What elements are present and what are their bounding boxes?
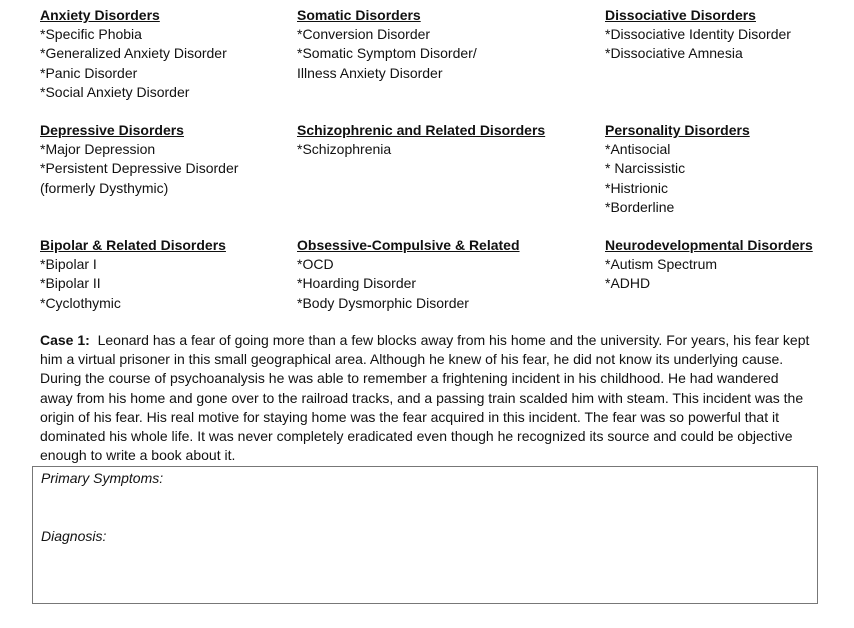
category-item: *Dissociative Identity Disorder bbox=[605, 26, 791, 43]
diagnosis-label: Diagnosis: bbox=[41, 528, 107, 544]
category-title: Depressive Disorders bbox=[40, 122, 184, 138]
category-schizophrenic bbox=[297, 121, 597, 159]
category-item: *Bipolar II bbox=[40, 275, 101, 292]
category-neurodevelopmental bbox=[605, 236, 845, 294]
category-item: *Cyclothymic bbox=[40, 294, 121, 311]
category-item: * Narcissistic bbox=[605, 160, 686, 177]
category-item: *Conversion Disorder bbox=[297, 26, 431, 43]
category-item: *Somatic Symptom Disorder/ bbox=[297, 45, 477, 62]
category-item: (formerly Dysthymic) bbox=[40, 179, 169, 196]
category-item: *Schizophrenia bbox=[297, 141, 392, 158]
case-text: Leonard has a fear of going more than a few blocks away from his home and the university. For years, his fear kept him a virtual prisoner in this small geographical area. Although he knew of his fear, he did not know its underlying cause. During the course of psychoanalysis he was able to remember a frightening incident in his childhood. He had wandered away from his home and gone over to the railroad tracks, and a passing train scalded him with steam. This incident was the origin of his fear. His real motive for staying home was the fear acquired in this incident. The fear was so powerful that it dominated his whole life. It was never completely eradicated even though he recognized its source and could be objective enough to write a book about it. bbox=[40, 332, 810, 464]
category-title: Personality Disorders bbox=[605, 122, 750, 138]
category-item: Illness Anxiety Disorder bbox=[297, 64, 443, 81]
category-item: *Borderline bbox=[605, 198, 675, 215]
category-row bbox=[40, 121, 830, 236]
disorder-categories-grid bbox=[40, 6, 830, 351]
case-paragraph bbox=[40, 331, 815, 465]
category-depressive bbox=[40, 121, 290, 198]
category-dissociative bbox=[605, 6, 845, 64]
category-item: *Persistent Depressive Disorder bbox=[40, 160, 239, 177]
category-title: Schizophrenic and Related Disorders bbox=[297, 122, 546, 138]
category-ocd bbox=[297, 236, 597, 313]
category-personality bbox=[605, 121, 845, 217]
category-item: *Hoarding Disorder bbox=[297, 275, 417, 292]
category-item: *Dissociative Amnesia bbox=[605, 45, 743, 62]
category-item: *Panic Disorder bbox=[40, 64, 138, 81]
category-title: Obsessive-Compulsive & Related bbox=[297, 237, 520, 253]
category-title: Bipolar & Related Disorders bbox=[40, 237, 226, 253]
category-item: *OCD bbox=[297, 256, 334, 273]
category-row bbox=[40, 6, 830, 121]
category-title: Dissociative Disorders bbox=[605, 7, 756, 23]
category-item: *Generalized Anxiety Disorder bbox=[40, 45, 227, 62]
category-item: *Body Dysmorphic Disorder bbox=[297, 294, 469, 311]
category-item: *Bipolar I bbox=[40, 256, 97, 273]
category-title: Neurodevelopmental Disorders bbox=[605, 237, 813, 253]
category-item: *Antisocial bbox=[605, 141, 671, 158]
category-title: Somatic Disorders bbox=[297, 7, 421, 23]
case-label: Case 1: bbox=[40, 332, 90, 348]
category-title: Anxiety Disorders bbox=[40, 7, 160, 23]
category-item: *Social Anxiety Disorder bbox=[40, 83, 190, 100]
category-item: *Major Depression bbox=[40, 141, 156, 158]
category-item: *Histrionic bbox=[605, 179, 669, 196]
category-somatic bbox=[297, 6, 597, 83]
answer-box[interactable] bbox=[32, 466, 818, 604]
primary-symptoms-label: Primary Symptoms: bbox=[41, 470, 164, 486]
category-item: *Specific Phobia bbox=[40, 26, 142, 43]
category-item: *Autism Spectrum bbox=[605, 256, 718, 273]
category-item: *ADHD bbox=[605, 275, 651, 292]
category-bipolar bbox=[40, 236, 290, 313]
category-anxiety bbox=[40, 6, 290, 102]
